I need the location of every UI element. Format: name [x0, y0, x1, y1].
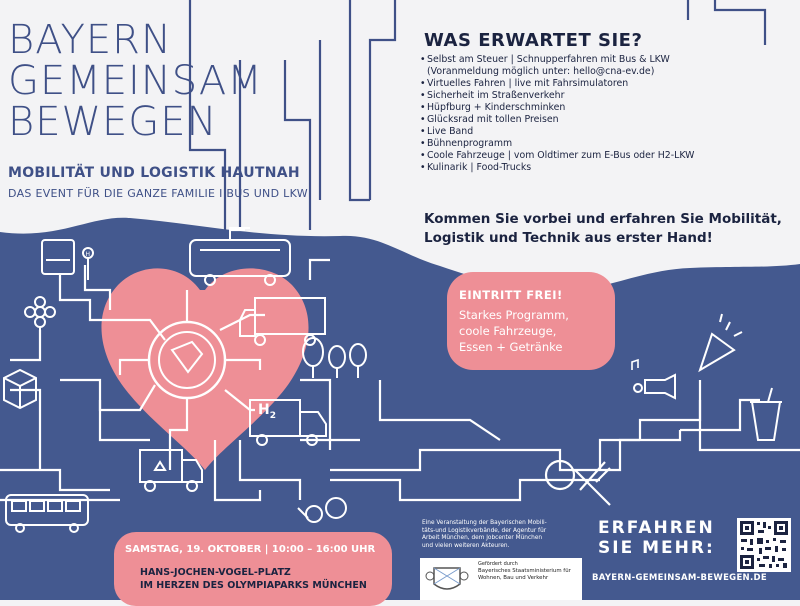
title-line-1: BAYERN: [8, 17, 172, 63]
busstop-letter: H: [85, 251, 91, 258]
free-entry-heading: EINTRITT FREI!: [459, 288, 563, 302]
website-link[interactable]: BAYERN-GEMEINSAM-BEWEGEN.DE: [592, 573, 767, 583]
qr-code-icon[interactable]: [737, 518, 791, 572]
list-item: •Virtuelles Fahren | live mit Fahrsimulatoren: [420, 78, 629, 89]
expect-list: [420, 54, 790, 174]
list-item: (Voranmeldung möglich unter: hello@cna-ev.de): [427, 66, 655, 77]
list-item: •Coole Fahrzeuge | vom Oldtimer zum E-Bus oder H2-LKW: [420, 150, 695, 161]
call-to-action: [424, 210, 794, 248]
list-item: •Live Band: [420, 126, 474, 137]
event-date: SAMSTAG, 19. OKTOBER | 10:00 – 16:00 UHR: [125, 544, 376, 555]
free-line-3: Essen + Getränke: [459, 340, 563, 354]
coat-of-arms-icon: [420, 558, 474, 600]
list-item: •Selbst am Steuer | Schnupperfahren mit Bus & LKW: [420, 54, 670, 65]
tagline: DAS EVENT FÜR DIE GANZE FAMILIE I BUS UND LKW: [8, 187, 308, 200]
sponsor-name: Bayerisches Staatsministerium für Wohnen, Bau und Verkehr: [478, 568, 571, 581]
learn-more-heading: ERFAHREN SIE MEHR:: [598, 518, 715, 558]
free-line-1: Starkes Programm,: [459, 308, 569, 322]
list-item: •Sicherheit im Straßenverkehr: [420, 90, 565, 101]
free-entry-badge: [447, 272, 615, 370]
free-line-2: coole Fahrzeuge,: [459, 324, 557, 338]
expect-heading: WAS ERWARTET SIE?: [424, 30, 643, 51]
list-item: •Bühnenprogramm: [420, 138, 513, 149]
main-title: [8, 17, 368, 145]
list-item: •Hüpfburg + Kinderschminken: [420, 102, 566, 113]
list-item: •Glücksrad mit tollen Preisen: [420, 114, 559, 125]
event-date-badge: [114, 532, 392, 606]
event-place-2: IM HERZEN DES OLYMPIAPARKS MÜNCHEN: [140, 580, 367, 591]
sponsor-logo: [420, 558, 582, 600]
cta-line-2: Logistik und Technik aus erster Hand!: [424, 230, 713, 246]
cta-line-1: Kommen Sie vorbei und erfahren Sie Mobilität,: [424, 211, 782, 227]
sponsor-label: Gefördert durch: [478, 561, 518, 567]
h2-label: $H_2$: [258, 402, 276, 421]
free-entry-text: [459, 307, 569, 355]
subtitle: MOBILITÄT UND LOGISTIK HAUTNAH: [8, 165, 300, 181]
organizer-text: Eine Veranstaltung der Bayerischen Mobili- täts-und Logistikverbände, der Agentur für Arbeit München, dem Jobcenter München und vielen weiteren Akteuren.: [422, 520, 547, 549]
title-line-2: GEMEINSAM: [8, 58, 263, 104]
event-place-1: HANS-JOCHEN-VOGEL-PLATZ: [140, 567, 291, 578]
list-item: •Kulinarik | Food-Trucks: [420, 162, 532, 173]
title-line-3: BEWEGEN: [8, 99, 218, 145]
